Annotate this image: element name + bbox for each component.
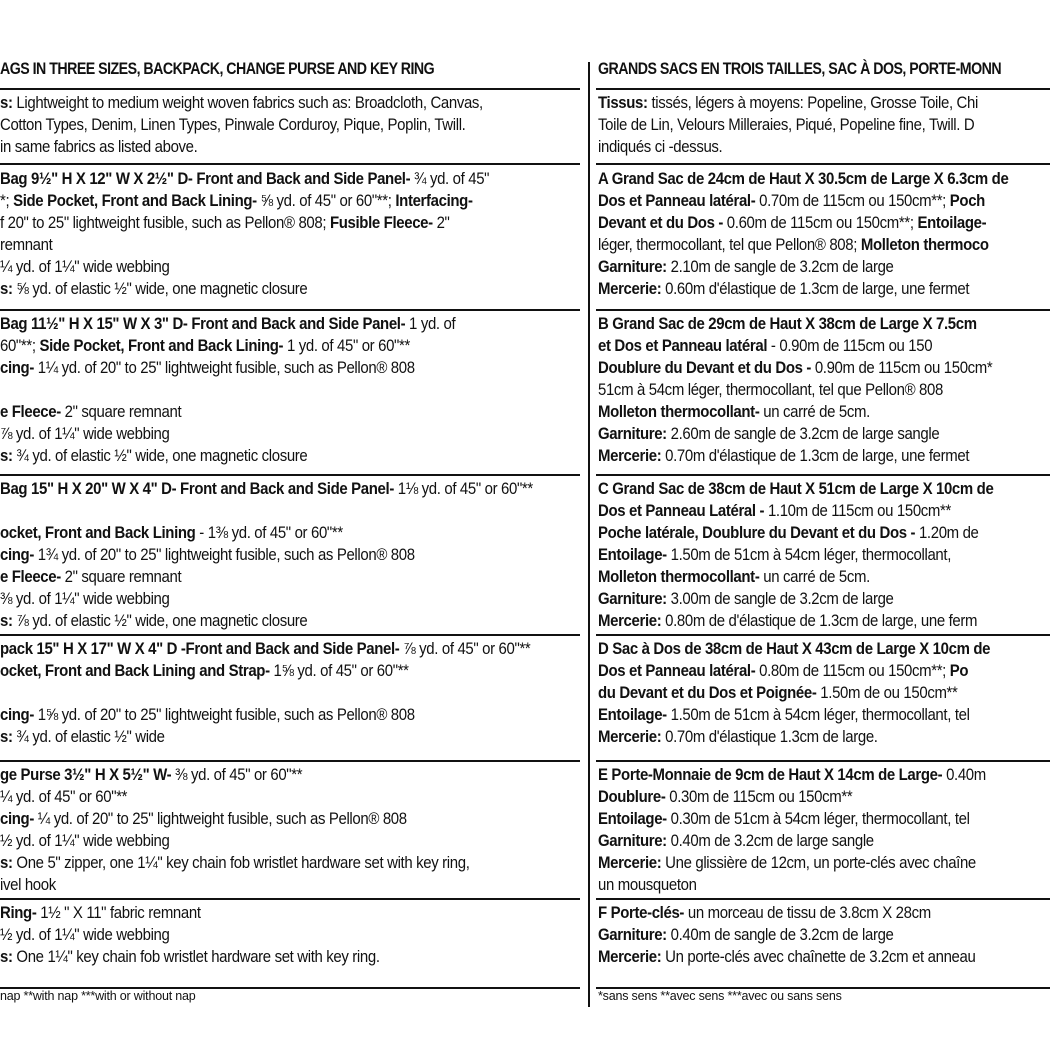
text-line — [0, 379, 509, 401]
bold-label: Dos et Panneau latéral- — [598, 661, 756, 680]
bold-label: cing- — [0, 809, 34, 828]
bold-label: Entoilage- — [598, 809, 667, 828]
text-run: léger, thermocollant, tel que Pellon® 808; — [598, 235, 861, 254]
text-line — [598, 808, 996, 830]
left-section-5 — [0, 764, 578, 896]
bold-label: Doublure- — [598, 787, 666, 806]
text-run: 0.40m de sangle de 3.2cm de large — [666, 925, 894, 944]
text-line — [598, 168, 1009, 190]
bold-label: Po — [949, 661, 969, 680]
text-line — [0, 902, 509, 924]
text-line — [0, 610, 509, 632]
text-run: 1.50m de 51cm à 54cm léger, thermocollant, — [666, 545, 952, 564]
text-line — [0, 852, 509, 874]
bold-label: pack 15" H X 17" W X 4" D -Front and Back and Side Panel- — [0, 639, 400, 658]
left-section-1 — [0, 168, 578, 300]
text-run: ½ yd. of 1¼" wide webbing — [0, 831, 170, 850]
left-section-2 — [0, 313, 578, 467]
text-line — [598, 335, 996, 357]
text-line — [0, 682, 509, 704]
text-line — [598, 357, 996, 379]
text-line — [0, 500, 509, 522]
text-line — [598, 92, 996, 114]
text-line — [0, 638, 531, 660]
text-line — [0, 726, 509, 748]
text-line — [598, 726, 996, 748]
text-run: ¼ yd. of 1¼" wide webbing — [0, 257, 170, 276]
text-line — [0, 445, 509, 467]
text-line — [598, 522, 996, 544]
right-section-1 — [598, 168, 1050, 300]
text-run: - 1⅜ yd. of 45" or 60"** — [195, 523, 343, 542]
left-footer-note: nap **with nap ***with or without nap — [0, 989, 196, 1003]
text-run: un morceau de tissu de 3.8cm X 28cm — [684, 903, 931, 922]
text-line — [598, 313, 996, 335]
bold-label: Garniture: — [598, 424, 667, 443]
text-line — [0, 588, 509, 610]
bold-label: Mercerie: — [598, 727, 662, 746]
text-line — [0, 190, 509, 212]
text-run: 0.60m d'élastique de 1.3cm de large, une fermet — [661, 279, 970, 298]
text-run: remnant — [0, 235, 53, 254]
text-line — [598, 278, 996, 300]
text-run: 2" square remnant — [60, 567, 182, 586]
column-divider — [588, 62, 590, 1007]
bold-label: Tissus: — [598, 93, 648, 112]
bold-label: Interfacing- — [395, 191, 473, 210]
left-section-rule — [0, 987, 580, 989]
bold-label: s: — [0, 727, 13, 746]
text-run: 0.60m de 115cm ou 150cm**; — [723, 213, 918, 232]
text-line — [0, 357, 509, 379]
right-section-rule — [596, 474, 1050, 476]
bold-label: s: — [0, 93, 13, 112]
text-line — [598, 924, 996, 946]
text-run: 1⅝ yd. of 45" or 60"** — [269, 661, 409, 680]
text-run: 0.40m — [942, 765, 986, 784]
text-run: un carré de 5cm. — [759, 402, 870, 421]
text-run: 2" square remnant — [60, 402, 182, 421]
text-line — [0, 168, 509, 190]
left-section-4 — [0, 638, 578, 748]
text-line — [598, 379, 996, 401]
text-line — [0, 256, 509, 278]
bold-label: Garniture: — [598, 925, 667, 944]
text-run: ½ yd. of 1¼" wide webbing — [0, 925, 170, 944]
text-line — [598, 566, 996, 588]
text-run: ⅞ yd. of 1¼" wide webbing — [0, 424, 170, 443]
right-footer-note: *sans sens **avec sens ***avec ou sans sens — [598, 989, 842, 1003]
text-line — [0, 544, 509, 566]
text-line — [0, 704, 509, 726]
text-run: 51cm à 54cm léger, thermocollant, tel que Pellon® 808 — [598, 380, 943, 399]
text-run: un carré de 5cm. — [759, 567, 870, 586]
bold-label: Mercerie: — [598, 279, 662, 298]
bold-label: Poche latérale, Doublure du Devant et du Dos - — [598, 523, 916, 542]
text-run: ⅜ yd. of 1¼" wide webbing — [0, 589, 170, 608]
bold-label: Side Pocket, Front and Back Lining- — [13, 191, 257, 210]
text-run: 0.70m de 115cm ou 150cm**; — [755, 191, 950, 210]
right-section-rule — [596, 88, 1050, 90]
text-run: 1¼ yd. of 20" to 25" lightweight fusible, such as Pellon® 808 — [33, 358, 415, 377]
text-line — [598, 401, 996, 423]
right-section-4 — [598, 638, 1050, 748]
right-section-rule — [596, 760, 1050, 762]
text-line — [0, 808, 509, 830]
left-section-0 — [0, 92, 578, 158]
right-section-rule — [596, 163, 1050, 165]
text-run: ¾ yd. of elastic ½" wide — [12, 727, 165, 746]
bold-label: Bag 9½" H X 12" W X 2½" D- Front and Back and Side Panel- — [0, 169, 411, 188]
text-line — [598, 190, 996, 212]
text-run: 0.70m d'élastique de 1.3cm de large, une fermet — [661, 446, 970, 465]
text-run: ¾ yd. of 45" — [410, 169, 490, 188]
right-section-rule — [596, 987, 1050, 989]
left-section-rule — [0, 309, 580, 311]
bold-label: du Devant et du Dos et Poignée- — [598, 683, 817, 702]
bold-label: Entoilage- — [917, 213, 987, 232]
text-run: f 20" to 25" lightweight fusible, such as Pellon® 808; — [0, 213, 330, 232]
bold-label: s: — [0, 446, 13, 465]
bold-label: Doublure du Devant et du Dos - — [598, 358, 812, 377]
bold-label: Devant et du Dos - — [598, 213, 724, 232]
bold-label: s: — [0, 947, 13, 966]
text-line — [598, 874, 996, 896]
right-section-rule — [596, 309, 1050, 311]
bold-label: s: — [0, 611, 13, 630]
text-run: un mousqueton — [598, 875, 697, 894]
text-line — [0, 335, 509, 357]
text-line — [0, 830, 509, 852]
bold-label: Entoilage- — [598, 705, 667, 724]
text-line — [598, 136, 996, 158]
bold-label: C Grand Sac de 38cm de Haut X 51cm de Large X 10cm de — [598, 479, 994, 498]
right-section-3 — [598, 478, 1050, 632]
bold-label: Garniture: — [598, 831, 667, 850]
text-run: 60"**; — [0, 336, 40, 355]
text-line — [598, 830, 996, 852]
bold-label: Mercerie: — [598, 446, 662, 465]
bold-label: D Sac à Dos de 38cm de Haut X 43cm de Large X 10cm de — [598, 639, 991, 658]
text-run: Une glissière de 12cm, un porte-clés avec chaîne — [661, 853, 976, 872]
right-section-6 — [598, 902, 1050, 968]
text-run: 1¾ yd. of 20" to 25" lightweight fusible, such as Pellon® 808 — [33, 545, 415, 564]
text-line — [598, 852, 996, 874]
text-line — [0, 946, 509, 968]
text-run: 0.40m de 3.2cm de large sangle — [666, 831, 874, 850]
bold-label: Fusible Fleece- — [329, 213, 433, 232]
text-run: 0.30m de 51cm à 54cm léger, thermocollant, tel — [666, 809, 970, 828]
text-line — [0, 212, 509, 234]
text-line — [598, 445, 996, 467]
bold-label: B Grand Sac de 29cm de Haut X 38cm de Large X 7.5cm — [598, 314, 977, 333]
text-run: 0.80m de d'élastique de 1.3cm de large, une ferm — [661, 611, 978, 630]
bold-label: Poch — [949, 191, 985, 210]
text-run: 0.90m de 115cm ou 150cm* — [811, 358, 993, 377]
text-run: 1 yd. of 45" or 60"** — [283, 336, 410, 355]
text-line — [598, 212, 996, 234]
bold-label: Ring- — [0, 903, 37, 922]
text-line — [0, 313, 509, 335]
bold-label: e Fleece- — [0, 567, 61, 586]
bold-label: Dos et Panneau latéral- — [598, 191, 756, 210]
text-line — [0, 92, 509, 114]
text-run: 1 yd. of — [405, 314, 456, 333]
left-column-title: AGS IN THREE SIZES, BACKPACK, CHANGE PURSE AND KEY RING — [0, 60, 435, 78]
bold-label: Dos et Panneau Latéral - — [598, 501, 765, 520]
text-line — [598, 588, 996, 610]
text-run: 1.10m de 115cm ou 150cm** — [764, 501, 951, 520]
text-run: 0.30m de 115cm ou 150cm** — [665, 787, 853, 806]
bold-label: Mercerie: — [598, 947, 662, 966]
text-run: Cotton Types, Denim, Linen Types, Pinwale Corduroy, Pique, Poplin, Twill. — [0, 115, 466, 134]
left-section-rule — [0, 474, 580, 476]
text-line — [598, 114, 996, 136]
bold-label: e Fleece- — [0, 402, 61, 421]
text-line — [0, 423, 509, 445]
bold-label: Garniture: — [598, 589, 667, 608]
text-line — [598, 544, 996, 566]
text-line — [0, 874, 509, 896]
bold-label: Mercerie: — [598, 611, 662, 630]
left-section-rule — [0, 163, 580, 165]
bold-label: Side Pocket, Front and Back Lining- — [39, 336, 284, 355]
bold-label: ocket, Front and Back Lining — [0, 523, 196, 542]
text-run: ¼ yd. of 45" or 60"** — [0, 787, 128, 806]
text-line — [0, 660, 509, 682]
text-run: tissés, légers à moyens: Popeline, Grosse Toile, Chi — [647, 93, 978, 112]
left-section-6 — [0, 902, 578, 968]
text-run: ¼ yd. of 20" to 25" lightweight fusible, such as Pellon® 808 — [33, 809, 407, 828]
bold-label: Garniture: — [598, 257, 667, 276]
bold-label: Molleton thermocollant- — [598, 567, 760, 586]
bold-label: ocket, Front and Back Lining and Strap- — [0, 661, 270, 680]
text-line — [598, 423, 996, 445]
bold-label: F Porte-clés- — [598, 903, 685, 922]
text-line — [0, 278, 509, 300]
text-run: 2.60m de sangle de 3.2cm de large sangle — [666, 424, 940, 443]
text-run: Toile de Lin, Velours Milleraies, Piqué, Popeline fine, Twill. D — [598, 115, 975, 134]
text-run: One 1¼" key chain fob wristlet hardware set with key ring. — [12, 947, 380, 966]
bold-label: Bag 15" H X 20" W X 4" D- Front and Back and Side Panel- — [0, 479, 394, 498]
text-line — [598, 660, 996, 682]
bold-label: Molleton thermoco — [860, 235, 989, 254]
text-line — [598, 500, 996, 522]
text-run: ⅝ yd. of 45" or 60"**; — [256, 191, 396, 210]
text-run: One 5" zipper, one 1¼" key chain fob wristlet hardware set with key ring, — [12, 853, 470, 872]
text-run: indiqués ci -dessus. — [598, 137, 723, 156]
text-line — [598, 234, 996, 256]
bold-label: Mercerie: — [598, 853, 662, 872]
text-run: in same fabrics as listed above. — [0, 137, 198, 156]
text-line — [0, 522, 509, 544]
text-run: ⅜ yd. of 45" or 60"** — [171, 765, 303, 784]
right-section-2 — [598, 313, 1050, 467]
bold-label: cing- — [0, 705, 34, 724]
text-run: 0.80m de 115cm ou 150cm**; — [755, 661, 950, 680]
text-line — [598, 478, 996, 500]
text-run: 2" — [432, 213, 450, 232]
right-section-0 — [598, 92, 1050, 158]
left-section-3 — [0, 478, 578, 632]
text-run: 3.00m de sangle de 3.2cm de large — [666, 589, 894, 608]
text-run: ivel hook — [0, 875, 56, 894]
text-run: 1.50m de 51cm à 54cm léger, thermocollant, tel — [666, 705, 970, 724]
right-section-rule — [596, 634, 1050, 636]
text-line — [0, 764, 509, 786]
right-section-5 — [598, 764, 1050, 896]
text-run: ⅝ yd. of elastic ½" wide, one magnetic closure — [12, 279, 308, 298]
right-section-rule — [596, 898, 1050, 900]
bold-label: A Grand Sac de 24cm de Haut X 30.5cm de Large X 6.3cm de — [598, 169, 1009, 188]
text-line — [0, 566, 509, 588]
text-line — [0, 478, 533, 500]
text-line — [598, 610, 996, 632]
bold-label: Entoilage- — [598, 545, 667, 564]
text-line — [0, 114, 509, 136]
text-run: Un porte-clés avec chaînette de 3.2cm et anneau — [661, 947, 976, 966]
left-section-rule — [0, 898, 580, 900]
right-column-title: GRANDS SACS EN TROIS TAILLES, SAC À DOS, PORTE-MONN — [598, 60, 1002, 78]
bold-label: s: — [0, 279, 13, 298]
text-line — [598, 902, 996, 924]
bold-label: Molleton thermocollant- — [598, 402, 760, 421]
bold-label: E Porte-Monnaie de 9cm de Haut X 14cm de Large- — [598, 765, 943, 784]
text-run: 1½ " X 11" fabric remnant — [36, 903, 201, 922]
text-line — [0, 136, 509, 158]
text-run: 2.10m de sangle de 3.2cm de large — [666, 257, 894, 276]
text-run: 1.50m de ou 150cm** — [816, 683, 958, 702]
left-section-rule — [0, 88, 580, 90]
text-run: - 0.90m de 115cm ou 150 — [767, 336, 933, 355]
text-line — [598, 946, 996, 968]
text-run: ¾ yd. of elastic ½" wide, one magnetic closure — [12, 446, 308, 465]
text-line — [598, 682, 996, 704]
text-run: 0.70m d'élastique 1.3cm de large. — [661, 727, 878, 746]
text-run: ⅞ yd. of elastic ½" wide, one magnetic closure — [12, 611, 308, 630]
text-line — [0, 924, 509, 946]
text-line — [598, 638, 996, 660]
text-line — [598, 256, 996, 278]
bold-label: cing- — [0, 545, 34, 564]
text-line — [598, 786, 996, 808]
bold-label: s: — [0, 853, 13, 872]
text-run: 1⅝ yd. of 20" to 25" lightweight fusible, such as Pellon® 808 — [33, 705, 415, 724]
bold-label: ge Purse 3½" H X 5½" W- — [0, 765, 172, 784]
text-line — [598, 764, 996, 786]
text-line — [598, 704, 996, 726]
text-run: ⅞ yd. of 45" or 60"** — [399, 639, 531, 658]
text-run: 1.20m de — [915, 523, 979, 542]
bold-label: cing- — [0, 358, 34, 377]
bold-label: et Dos et Panneau latéral — [598, 336, 768, 355]
text-run: 1⅛ yd. of 45" or 60"** — [393, 479, 533, 498]
text-line — [0, 234, 509, 256]
text-line — [0, 401, 509, 423]
left-section-rule — [0, 634, 580, 636]
text-run: Lightweight to medium weight woven fabrics such as: Broadcloth, Canvas, — [12, 93, 483, 112]
left-section-rule — [0, 760, 580, 762]
bold-label: Bag 11½" H X 15" W X 3" D- Front and Back and Side Panel- — [0, 314, 406, 333]
text-line — [0, 786, 509, 808]
text-run: *; — [0, 191, 14, 210]
